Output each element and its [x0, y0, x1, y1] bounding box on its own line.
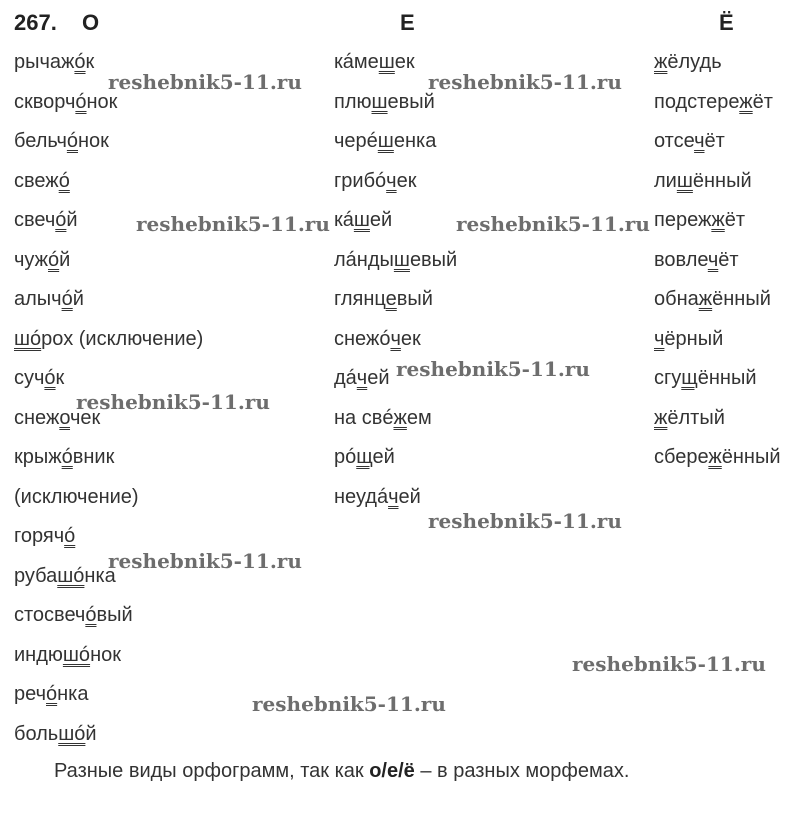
spelling-pattern: шó — [62, 643, 91, 666]
watermark: reshebnik5-11.ru — [572, 652, 766, 676]
watermark: reshebnik5-11.ru — [428, 509, 622, 533]
word-item — [654, 404, 781, 444]
spelling-pattern: ч — [707, 248, 719, 271]
conclusion-after: – в разных морфемах. — [414, 760, 630, 782]
word-item — [334, 48, 457, 88]
spelling-pattern: ó — [46, 683, 58, 705]
word-item — [334, 483, 457, 523]
word-part: обна — [654, 288, 699, 310]
word-item — [14, 167, 203, 207]
word-item — [334, 443, 457, 483]
spelling-pattern: ч — [694, 130, 705, 152]
word-part: ёт — [752, 90, 773, 113]
word-part: й — [72, 288, 84, 310]
word-part: ённый — [712, 288, 771, 310]
word-part: ли — [654, 169, 677, 192]
spelling-pattern: шó — [57, 564, 85, 587]
word-part: вый — [96, 604, 133, 626]
word-item — [654, 127, 781, 167]
word-part: ей — [372, 446, 395, 468]
word-part: й — [85, 722, 97, 745]
word-part: ёлудь — [667, 51, 722, 73]
word-item — [334, 404, 457, 444]
word-item — [14, 48, 203, 88]
spelling-pattern: ч — [356, 367, 368, 389]
watermark: reshebnik5-11.ru — [136, 212, 330, 236]
word-part: вый — [396, 288, 433, 310]
spelling-pattern: шó — [14, 327, 42, 350]
word-item — [14, 522, 203, 562]
word-part: ёт — [724, 209, 746, 231]
word-part: глянц — [334, 288, 386, 310]
word-part: к — [55, 367, 65, 389]
word-item — [654, 246, 781, 286]
word-part: горяч — [14, 525, 65, 547]
word-part: рычаж — [14, 51, 75, 73]
word-part: дá — [334, 367, 357, 389]
watermark: reshebnik5-11.ru — [252, 692, 446, 716]
word-part: на свé — [334, 406, 394, 429]
spelling-pattern: ш — [371, 90, 388, 113]
word-part: ённый — [692, 169, 752, 192]
word-item — [14, 483, 203, 523]
spelling-pattern: ч — [654, 327, 665, 350]
spelling-pattern: ш — [676, 169, 693, 192]
word-part: боль — [14, 722, 59, 745]
word-part: ей — [398, 485, 421, 508]
word-part: ёлтый — [667, 406, 725, 429]
spelling-pattern: ó — [58, 169, 70, 192]
word-part: евый — [387, 90, 435, 113]
word-part: руба — [14, 564, 58, 587]
word-item — [14, 325, 203, 365]
word-item — [14, 88, 203, 128]
word-part: ей — [369, 209, 393, 231]
watermark: reshebnik5-11.ru — [76, 390, 270, 414]
spelling-pattern: о — [59, 406, 71, 429]
word-part: ек — [400, 327, 421, 350]
word-part: крыж — [14, 446, 62, 468]
word-part: ем — [406, 406, 432, 429]
word-part: кáме — [334, 51, 379, 73]
spelling-pattern: ж — [711, 209, 725, 231]
exercise-number: 267. — [14, 10, 57, 35]
word-item — [14, 601, 203, 641]
word-part: енка — [393, 130, 437, 152]
word-part: ёт — [718, 248, 739, 271]
spelling-pattern: ж — [393, 406, 407, 429]
word-part: грибó — [334, 169, 387, 192]
word-item — [334, 127, 457, 167]
word-part: вовле — [654, 248, 708, 271]
column-header-yo: Ё — [719, 10, 734, 35]
word-part: евый — [409, 248, 458, 271]
watermark: reshebnik5-11.ru — [396, 357, 590, 381]
watermark: reshebnik5-11.ru — [108, 549, 302, 573]
word-item — [334, 285, 457, 325]
word-part: ённый — [721, 446, 781, 468]
word-part: вник — [72, 446, 115, 468]
spelling-pattern: ч — [390, 327, 401, 350]
word-item — [14, 443, 203, 483]
spelling-pattern: ш — [353, 209, 370, 231]
word-item — [14, 680, 203, 720]
word-part: свеж — [14, 169, 59, 192]
spelling-pattern: ч — [386, 169, 397, 192]
word-part: снеж — [14, 406, 60, 429]
word-part: й — [59, 248, 71, 271]
word-part: суч — [14, 367, 45, 389]
word-item — [654, 167, 781, 207]
word-part: скворч — [14, 90, 76, 113]
word-part: стосвеч — [14, 604, 86, 626]
word-part: сбере — [654, 446, 709, 468]
word-item — [14, 364, 203, 404]
word-part: ёрный — [664, 327, 724, 350]
spelling-pattern: ж — [739, 90, 753, 113]
spelling-pattern: ж — [654, 51, 668, 73]
word-part: свеч — [14, 209, 56, 231]
word-part: нка — [57, 683, 89, 705]
spelling-pattern: ó — [61, 288, 73, 310]
word-item — [14, 246, 203, 286]
word-part: кá — [334, 209, 354, 231]
spelling-pattern: ó — [74, 51, 86, 73]
word-item — [334, 88, 457, 128]
word-part: реч — [14, 683, 47, 705]
word-part: неудá — [334, 485, 389, 508]
word-item — [334, 364, 457, 404]
word-part: нок — [90, 643, 121, 666]
word-item — [14, 404, 203, 444]
word-part: ек — [396, 169, 417, 192]
spelling-pattern: ó — [64, 525, 76, 547]
word-item — [654, 285, 781, 325]
word-part: нок — [78, 130, 109, 152]
spelling-pattern: щ — [356, 446, 373, 468]
word-part: подстере — [654, 90, 740, 113]
word-item — [334, 246, 457, 286]
spelling-pattern: ш — [377, 130, 394, 152]
spelling-pattern: щ — [681, 367, 698, 389]
word-part: чек — [70, 406, 101, 429]
spelling-pattern: ó — [55, 209, 67, 231]
word-item — [654, 48, 781, 88]
word-item — [334, 206, 457, 246]
word-part: рох (исключение) — [41, 327, 204, 350]
spelling-pattern: ó — [48, 248, 60, 271]
word-item — [14, 562, 203, 602]
column-header-o: О — [82, 10, 100, 35]
word-item — [654, 443, 781, 483]
word-part: переж — [654, 209, 712, 231]
word-part: (исключение) — [14, 485, 139, 508]
conclusion-text — [54, 760, 629, 783]
column-e-word-list — [334, 48, 457, 522]
spelling-pattern: ó — [44, 367, 56, 389]
word-part: ей — [367, 367, 390, 389]
word-part: бельч — [14, 130, 67, 152]
word-part: рó — [334, 446, 357, 468]
word-item — [334, 167, 457, 207]
word-item — [14, 206, 203, 246]
word-part: нок — [86, 90, 118, 113]
word-item — [654, 364, 781, 404]
word-part: чуж — [14, 248, 49, 271]
word-item — [334, 325, 457, 365]
word-item — [14, 641, 203, 681]
spelling-pattern: ó — [66, 130, 78, 152]
word-item — [654, 206, 781, 246]
watermark: reshebnik5-11.ru — [108, 70, 302, 94]
word-part: ённый — [697, 367, 757, 389]
spelling-pattern: шó — [58, 722, 86, 745]
watermark: reshebnik5-11.ru — [428, 70, 622, 94]
conclusion-letters: о/е/ё — [369, 760, 415, 782]
word-part: алыч — [14, 288, 62, 310]
word-part: й — [66, 209, 78, 231]
word-part: снежó — [334, 327, 391, 350]
word-part: индю — [14, 643, 63, 666]
spelling-pattern: е — [385, 288, 397, 310]
word-item — [654, 88, 781, 128]
word-part: сгу — [654, 367, 682, 389]
word-item — [14, 285, 203, 325]
word-part: черé — [334, 130, 378, 152]
column-header-e: Е — [400, 10, 415, 35]
word-item — [654, 325, 781, 365]
spelling-pattern: ш — [393, 248, 410, 271]
word-part: плю — [334, 90, 372, 113]
column-o-word-list — [14, 48, 203, 759]
spelling-pattern: ж — [708, 446, 722, 468]
conclusion-before: Разные виды орфограмм, так как — [54, 760, 370, 782]
spelling-pattern: ó — [85, 604, 97, 626]
word-part: ек — [394, 51, 415, 73]
word-part: ёт — [704, 130, 725, 152]
spelling-pattern: ч — [388, 485, 399, 508]
watermark: reshebnik5-11.ru — [456, 212, 650, 236]
word-part: лáнды — [334, 248, 394, 271]
word-part: отсе — [654, 130, 695, 152]
spelling-pattern: ж — [654, 406, 668, 429]
spelling-pattern: ж — [698, 288, 713, 310]
word-item — [14, 127, 203, 167]
word-item — [14, 720, 203, 760]
word-part: к — [85, 51, 95, 73]
column-yo-word-list — [654, 48, 781, 483]
spelling-pattern: ш — [378, 51, 395, 73]
word-part: нка — [84, 564, 116, 587]
spelling-pattern: ó — [61, 446, 73, 468]
spelling-pattern: ó — [75, 90, 87, 113]
